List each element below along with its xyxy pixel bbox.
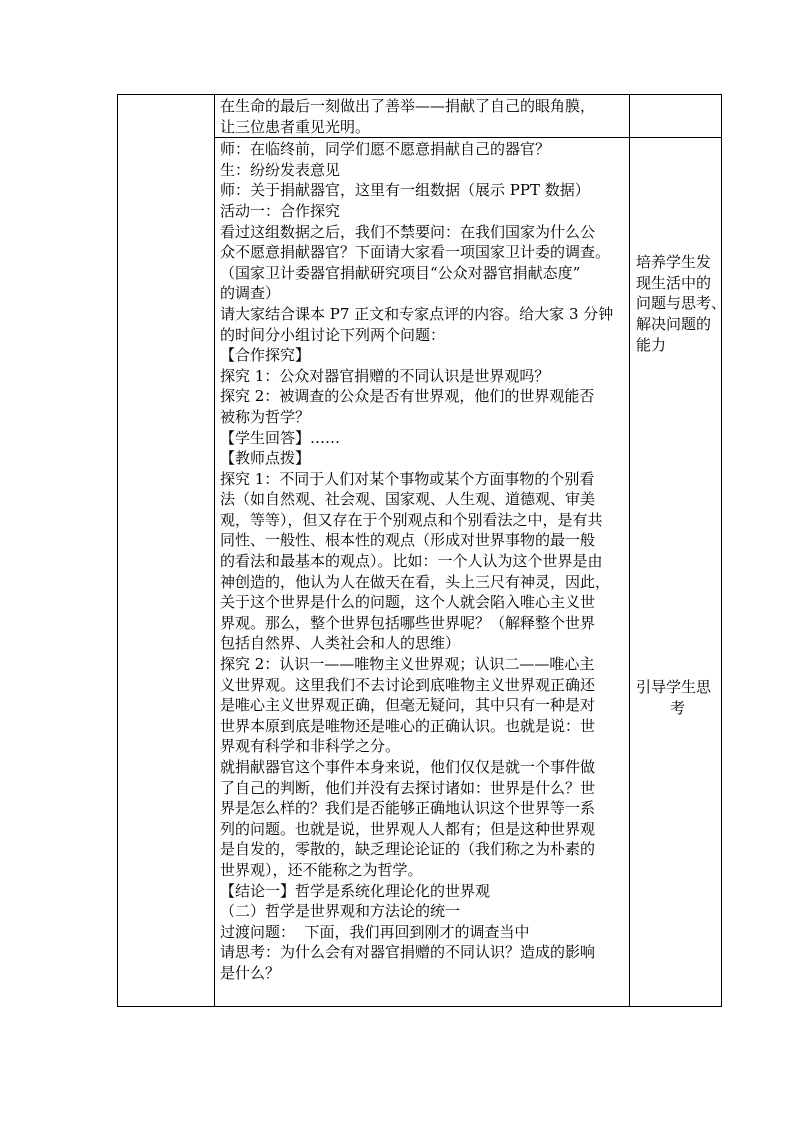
note-line: 问题与思考、 (636, 294, 727, 313)
lesson-plan-table (117, 94, 727, 1007)
text-line: 师：关于捐献器官，这里有一组数据（展示 PPT 数据） (220, 181, 590, 200)
note-line: 引导学生思 (636, 678, 712, 697)
text-line: 活动一：合作探究 (220, 201, 341, 220)
row2-text (215, 138, 629, 983)
note-line: 解决问题的 (636, 314, 712, 333)
text-line: 【合作探究】 (220, 346, 311, 365)
text-line: 请大家结合课本 P7 正文和专家点评的内容。给大家 3 分钟 (220, 304, 614, 323)
text-line: 探究 1：不同于人们对某个事物或某个方面事物的个别看 (220, 469, 595, 488)
text-line: 义世界观。这里我们不去讨论到底唯物主义世界观正确还 (220, 675, 596, 694)
text-line: （二）哲学是世界观和方法论的统一 (220, 902, 461, 921)
table-row-1 (118, 95, 722, 138)
text-line: 是唯心主义世界观正确，但毫无疑问，其中只有一种是对 (220, 696, 596, 715)
text-line: 神创造的，他认为人在做天在看，头上三尺有神灵，因此， (220, 572, 611, 591)
text-line: 界观。那么，整个世界包括哪些世界呢？（解释整个世界 (220, 613, 596, 632)
note-line: 培养学生发 (636, 253, 712, 272)
text-line: 生：纷纷发表意见 (220, 160, 341, 179)
text-line: 探究 2：被调查的公众是否有世界观，他们的世界观能否 (220, 387, 595, 406)
text-line: 同性、一般性、根本性的观点（形成对世界事物的最一般 (220, 531, 596, 550)
text-line: 看过这组数据之后，我们不禁要问：在我们国家为什么公 (220, 222, 596, 241)
text-line: 关于这个世界是什么的问题，这个人就会陷入唯心主义世 (220, 593, 596, 612)
text-line: 的看法和最基本的观点）。比如：一个人认为这个世界是由 (220, 552, 603, 571)
design-intent-note-2 (630, 355, 721, 718)
text-line: 让三位患者重见光明。 (220, 117, 371, 136)
text-line: 被称为哲学？ (220, 407, 311, 426)
text-line: 界观有科学和非科学之分。 (220, 737, 401, 756)
text-line: 是什么？ (220, 963, 281, 982)
note-line: 考 (669, 698, 685, 717)
stage-column-cell (118, 95, 215, 1007)
text-line: 探究 1：公众对器官捐赠的不同认识是世界观吗？ (220, 366, 550, 385)
note-line: 能力 (636, 335, 667, 354)
text-line: 过渡问题： 下面，我们再回到刚才的调查当中 (220, 922, 530, 941)
note-cell-row2 (630, 138, 727, 1007)
text-line: 请思考：为什么会有对器官捐赠的不同认识？造成的影响 (220, 943, 596, 962)
text-line: 是自发的，零散的，缺乏理论论证的（我们称之为朴素的 (220, 840, 596, 859)
text-line: 包括自然界、人类社会和人的思维） (220, 634, 461, 653)
text-line: 的时间分小组讨论下列两个问题： (220, 325, 446, 344)
content-cell-row1 (215, 95, 630, 138)
text-line: 世界本原到底是唯物还是唯心的正确认识。也就是说：世 (220, 716, 596, 735)
text-line: 了自己的判断，他们并没有去探讨诸如：世界是什么？世 (220, 778, 596, 797)
text-line: 【结论一】哲学是系统化理论化的世界观 (220, 881, 491, 900)
content-cell-row2 (215, 138, 630, 1007)
text-line: 列的问题。也就是说，世界观人人都有；但是这种世界观 (220, 819, 596, 838)
text-line: 的调查） (220, 284, 281, 303)
text-line: （国家卫计委器官捐献研究项目“公众对器官捐献态度” (220, 263, 581, 282)
text-line: 世界观），还不能称之为哲学。 (220, 860, 423, 879)
design-intent-note-1 (630, 138, 727, 355)
text-line: 在生命的最后一刻做出了善举——捐献了自己的眼角膜， (220, 97, 596, 115)
text-line: 法（如自然观、社会观、国家观、人生观、道德观、审美 (220, 490, 596, 509)
text-line: 界是怎么样的？我们是否能够正确地认识这个世界等一系 (220, 799, 596, 818)
text-line: 观，等等），但又存在于个别观点和个别看法之中，是有共 (220, 510, 603, 529)
note-line: 现生活中的 (636, 273, 712, 292)
text-line: 就捐献器官这个事件本身来说，他们仅仅是就一个事件做 (220, 758, 596, 776)
text-line: 众不愿意捐献器官？下面请大家看一项国家卫计委的调查。 (220, 243, 611, 262)
text-line: 师：在临终前，同学们愿不愿意捐献自己的器官？ (220, 140, 551, 159)
row1-text (215, 95, 629, 137)
text-line: 【教师点拨】 (220, 449, 311, 468)
text-line: 【学生回答】…… (220, 428, 341, 447)
text-line: 探究 2：认识一——唯物主义世界观；认识二——唯心主 (220, 655, 595, 674)
note-cell-row1 (630, 95, 722, 138)
